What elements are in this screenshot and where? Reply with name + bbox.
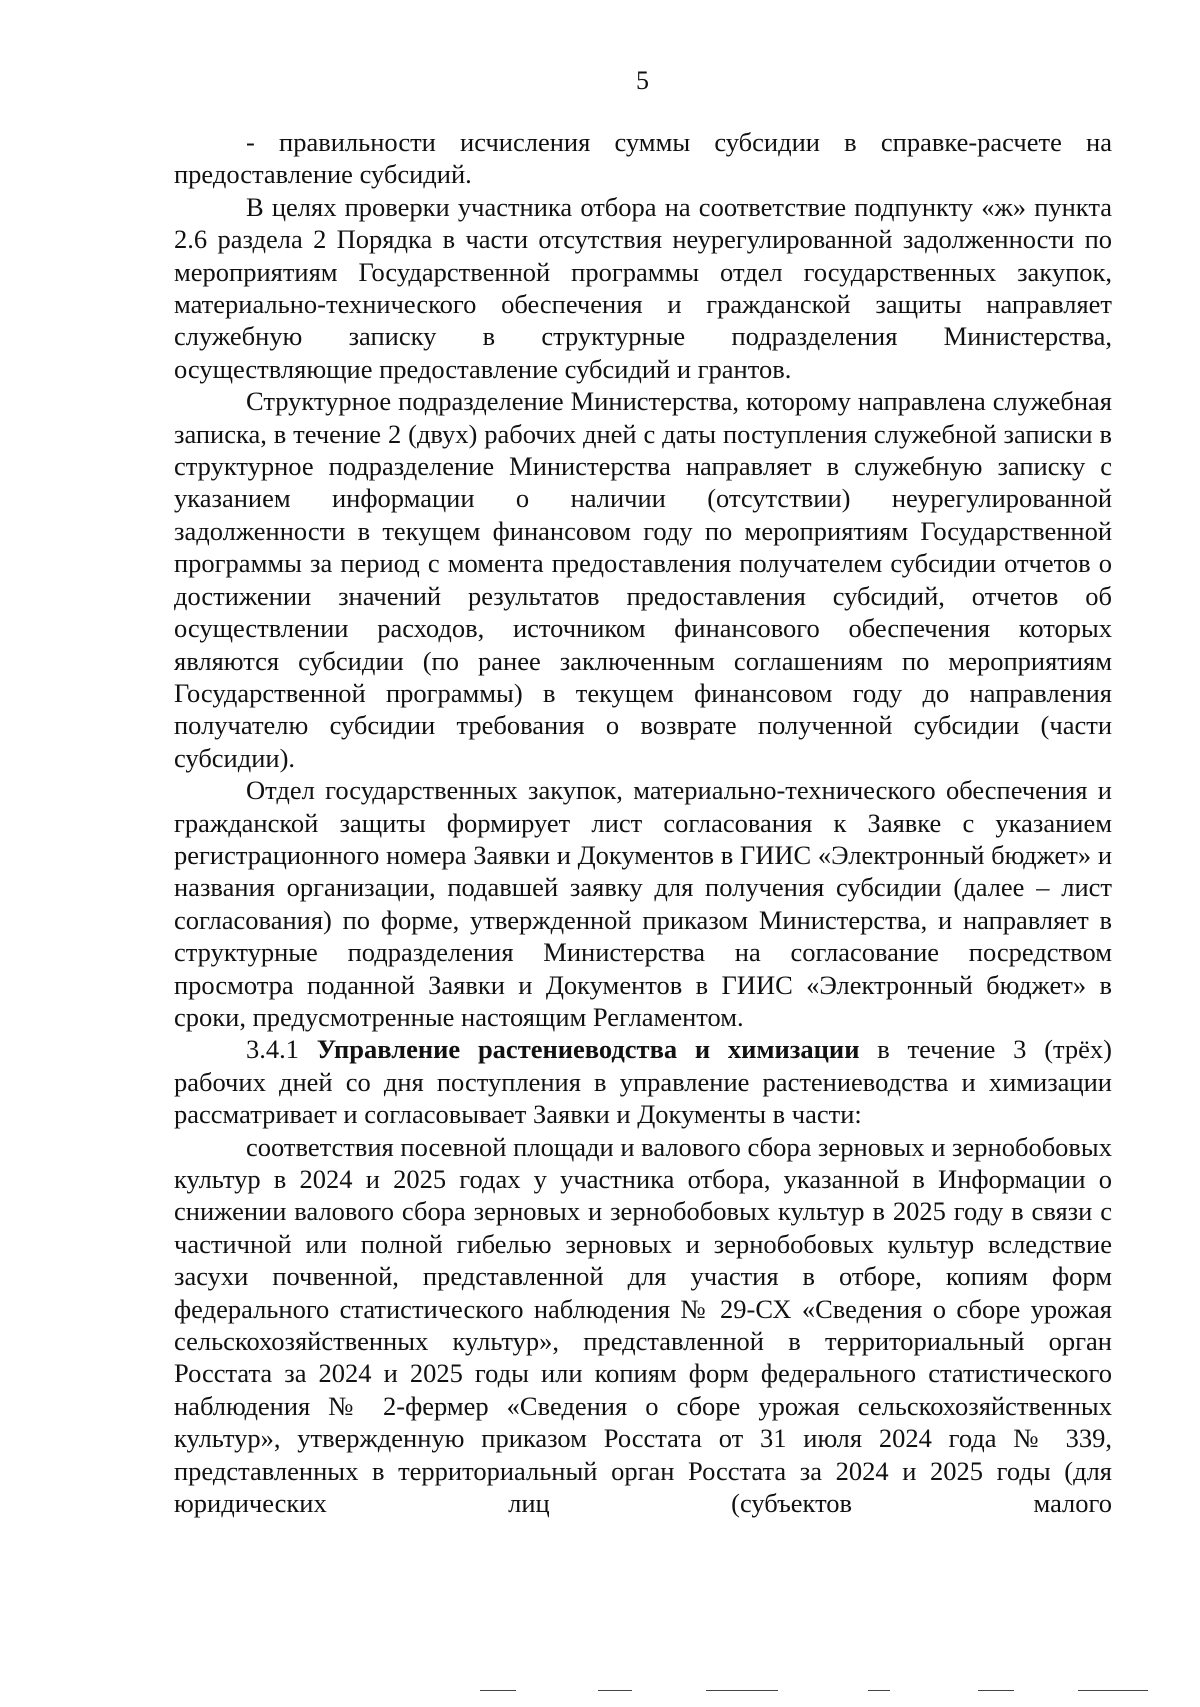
- paragraph-subsidy-calculation: - правильности исчисления суммы субсидии в справке-расчете на предоставление субсидий.: [174, 127, 1112, 190]
- scan-artifact-lines: [0, 1690, 1200, 1700]
- clause-text: в течение 3 (трёх) рабочих дней со дня поступления в управление растениеводства и химизации рассматривает и согласовывает Заявки и Документы в части:: [174, 1034, 1113, 1130]
- page-number: 5: [636, 66, 649, 95]
- paragraph-3-4-1: [174, 1033, 1112, 1130]
- paragraph-crop-correspondence: соответствия посевной площади и валового сбора зерновых и зернобобовых культур в 2024 и 2025 годах у участника отбора, указанной в Информации о снижении валового сбора зерновых и зернобобовых культур в 2025 году в связи с частичной или полной гибелью зерновых и зернобобовых культур вследствие засухи почвенной, представленной для участия в отборе, копиям форм федерального статистического наблюдения № 29-СХ «Сведения о сборе урожая сельскохозяйственных культур», представленной в территориальный орган Росстата за 2024 и 2025 годы или копиям форм федерального статистического наблюдения № 2-фермер «Сведения о сборе урожая сельскохозяйственных культур», утвержденную приказом Росстата от 31 июля 2024 года № 339, представленных в территориальный орган Росстата за 2024 и 2025 годы (для юридических лиц (субъектов малого: [174, 1131, 1112, 1519]
- scan-mark: [706, 1690, 778, 1691]
- paragraph-approval-sheet: Отдел государственных закупок, материально-технического обеспечения и гражданской защиты формирует лист согласования к Заявке с указанием регистрационного номера Заявки и Документов в ГИИС «Электронный бюджет» и названия организации, подавшей заявку для получения субсидии (далее – лист согласования) по форме, утвержденной приказом Министерства, и направляет в структурные подразделения Министерства на согласование посредством просмотра поданной Заявки и Документов в ГИИС «Электронный бюджет» в сроки, предусмотренные настоящим Регламентом.: [174, 775, 1112, 1032]
- scan-mark: [480, 1690, 516, 1691]
- paragraph-debt-check: В целях проверки участника отбора на соответствие подпункту «ж» пункта 2.6 раздела 2 Порядка в части отсутствия неурегулированной задолженности по мероприятиям Государственной программы отдел государственных закупок, материально-технического обеспечения и гражданской защиты направляет служебную записку в структурные подразделения Министерства, осуществляющие предоставление субсидий и грантов.: [174, 191, 1112, 384]
- scan-mark: [978, 1690, 1014, 1691]
- clause-department-title: Управление растениеводства и химизации: [316, 1034, 860, 1065]
- scan-mark: [1078, 1690, 1148, 1691]
- scan-mark: [598, 1690, 632, 1691]
- paragraph-structural-division: Структурное подразделение Министерства, которому направлена служебная записка, в течение 2 (двух) рабочих дней с даты поступления служебной записки в структурное подразделение Министерства направляет в служебную записку с указанием информации о наличии (отсутствии) неурегулированной задолженности в текущем финансовом году по мероприятиям Государственной программы за период с момента предоставления получателем субсидии отчетов о достижении значений результатов предоставления субсидий, отчетов об осуществлении расходов, источником финансового обеспечения которых являются субсидии (по ранее заключенным соглашениям по мероприятиям Государственной программы) в текущем финансовом году до направления получателю субсидии требования о возврате полученной субсидии (части субсидии).: [174, 386, 1112, 773]
- clause-number: 3.4.1: [246, 1034, 299, 1065]
- document-body: [174, 126, 1112, 1519]
- scan-mark: [868, 1690, 890, 1691]
